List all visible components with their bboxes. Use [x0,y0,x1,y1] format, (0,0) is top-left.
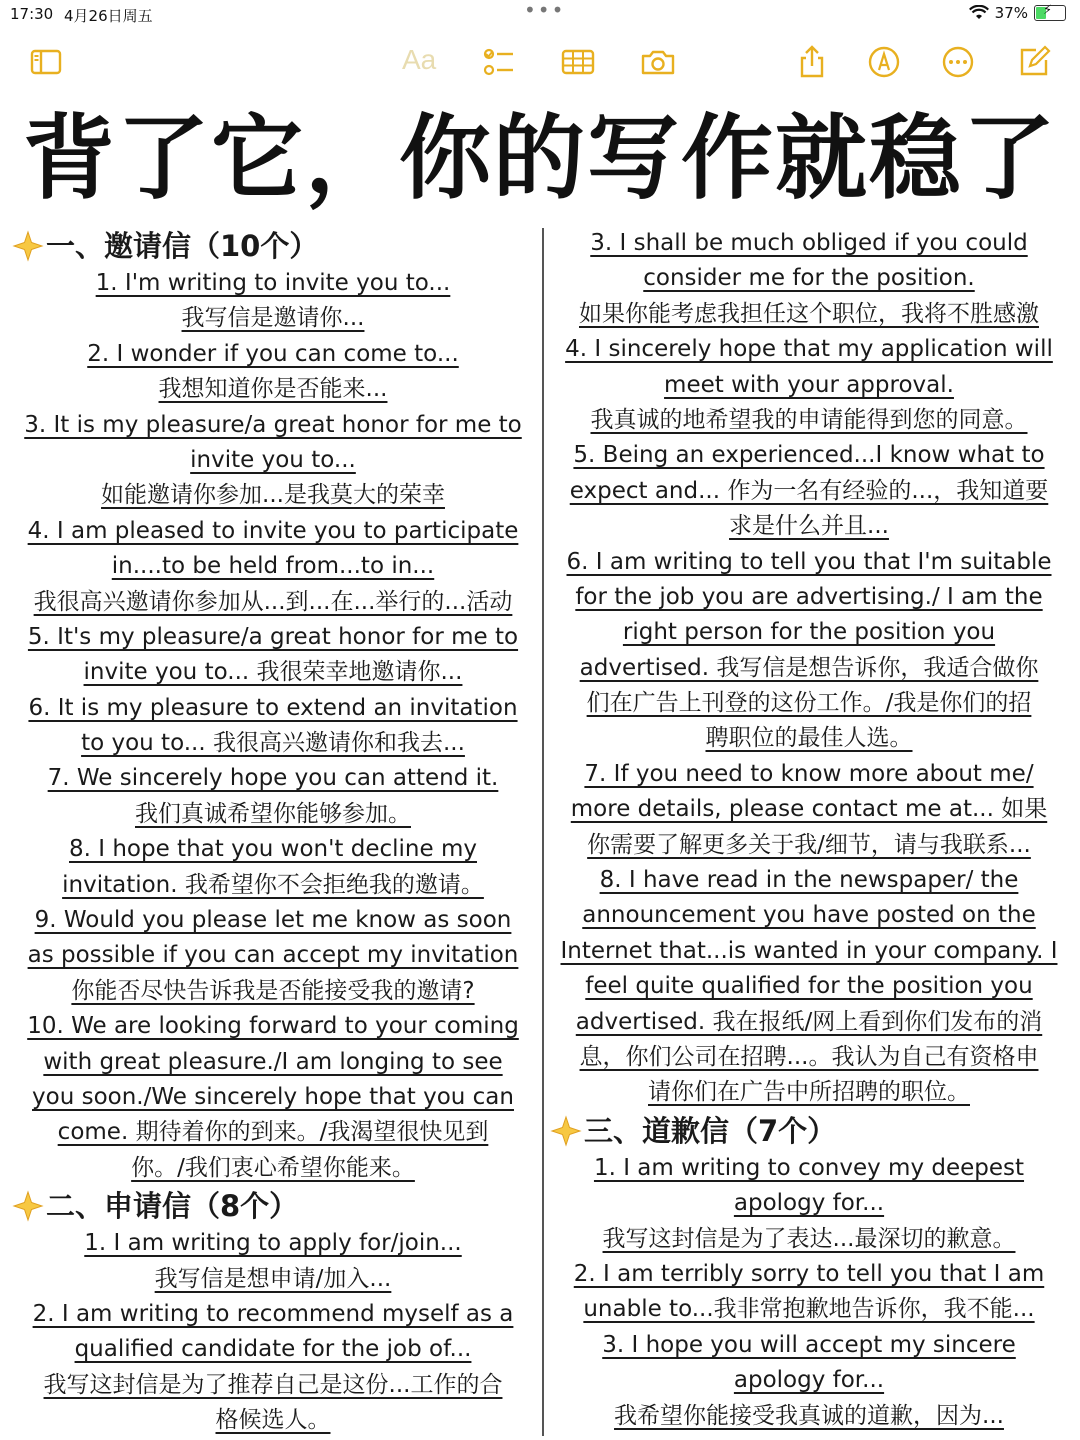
note-text-line-content: qualified candidate for the job of... [74,1336,472,1363]
note-text-line-content: 6. It is my pleasure to extend an invitation [28,694,518,721]
note-text-line-content: come. 期待着你的到来。/我渴望很快见到 [57,1119,489,1146]
note-text-line [12,549,534,584]
note-text-line [12,1151,534,1186]
note-text-line [550,615,1068,650]
note-text-line [550,1363,1068,1398]
note-text-line-content: expect and... 作为一名有经验的...，我知道要 [569,477,1049,504]
note-text-line-content: 你。/我们衷心希望你能来。 [131,1154,415,1181]
more-icon [940,44,976,80]
sidebar-toggle-button[interactable] [26,42,66,82]
note-text-line [12,1045,534,1080]
markup-icon [866,44,902,80]
note-text-line [550,226,1068,261]
note-text-line-content: you soon./We sincerely hope that you can [32,1083,514,1110]
multitasking-dots-icon[interactable]: ••• [524,0,566,22]
note-text-line [12,585,534,620]
note-text-line [12,1332,534,1367]
note-right-column[interactable] [550,226,1068,1434]
note-text-line [12,1368,534,1403]
note-text-line [550,403,1068,438]
note-text-line-content: 1. I'm writing to invite you to... [95,270,451,296]
note-text-line [550,509,1068,544]
note-title[interactable]: 背了它，你的写作就稳了 [22,105,1057,212]
note-text-line-content: 我写这封信是为了推荐自己是这份...工作的合 [43,1371,503,1398]
note-text-line [550,1328,1068,1363]
note-text-line-content: advertised. 我在报纸/网上看到你们发布的消 [575,1008,1043,1035]
note-text-line [550,332,1068,367]
note-text-line-content: 5. Being an experienced...I know what to [573,442,1045,469]
note-text-line [550,580,1068,615]
note-text-line [12,832,534,867]
share-icon [794,44,830,80]
note-text-line-content: 2. I am terribly sorry to tell you that I am [573,1260,1045,1287]
note-text-line [12,1009,534,1044]
note-text-line [12,761,534,796]
note-text-line [550,828,1068,863]
note-text-line-content: consider me for the position. [643,265,975,292]
note-text-line [550,1292,1068,1327]
table-button[interactable] [558,42,598,82]
column-divider [542,228,544,1436]
note-text-line-content: 聘职位的最佳人选。 [705,725,913,752]
note-text-line-content: 8. I have read in the newspaper/ the [599,867,1019,894]
note-text-line [550,686,1068,721]
note-text-line-content: 6. I am writing to tell you that I'm suitable [566,548,1052,575]
note-text-line [12,1226,534,1261]
section-heading-text: 二、申请信（8个） [46,1189,299,1224]
section-heading [12,1186,534,1226]
note-text-line [12,372,534,407]
note-text-line [550,1040,1068,1075]
note-text-line [550,545,1068,580]
note-text-line [550,757,1068,792]
note-text-line-content: 3. I shall be much obliged if you could [590,230,1028,256]
note-text-line-content: 4. I am pleased to invite you to participate [27,517,519,544]
note-text-line [12,301,534,336]
note-text-line [550,721,1068,756]
note-text-line [12,691,534,726]
section-heading [12,226,534,266]
note-text-line [550,1186,1068,1221]
note-text-line-content: 请你们在广告中所招聘的职位。 [648,1079,970,1106]
note-text-line-content: for the job you are advertising./ I am the [575,583,1043,610]
section-heading-text: 一、邀请信（10个） [46,229,319,263]
note-text-line-content: 2. I wonder if you can come to... [87,340,459,367]
note-text-line-content: 格候选人。 [215,1407,331,1434]
note-text-line-content: 我写这封信是为了表达...最深切的歉意。 [602,1225,1016,1252]
sidebar-icon [28,44,64,80]
note-text-line-content: 息，你们公司在招聘...。我认为自己有资格申 [579,1043,1039,1070]
sparkle-star-icon [12,230,44,262]
note-text-line-content: 求是什么并且... [729,513,889,540]
note-text-line [550,792,1068,827]
note-text-line [12,620,534,655]
note-text-line-content: 你能否尽快告诉我是否能接受我的邀请? [71,977,475,1004]
note-text-line [12,337,534,372]
note-text-line [12,266,534,301]
wifi-icon [969,5,989,21]
note-left-column[interactable] [12,226,534,1439]
section-heading [550,1111,1068,1151]
note-text-line-content: 我写信是邀请你... [181,305,365,332]
status-date: 4月26日周五 [64,7,153,25]
share-button[interactable] [792,42,832,82]
note-text-line-content: 3. I hope you will accept my sincere [602,1331,1016,1358]
note-text-line [12,903,534,938]
sparkle-star-icon [12,1190,44,1222]
note-text-line-content: in....to be held from...to in... [111,553,435,580]
note-text-line-content: 们在广告上刊登的这份工作。/我是你们的招 [586,690,1032,717]
more-button[interactable] [938,42,978,82]
note-text-line [12,1262,534,1297]
camera-button[interactable] [638,42,678,82]
checklist-icon [480,44,516,80]
notes-toolbar [0,36,1080,86]
note-text-line [550,1257,1068,1292]
note-text-line-content: 我希望你能接受我真诚的道歉，因为... [614,1402,1004,1429]
note-text-line-content: announcement you have posted on the [582,902,1036,929]
status-time: 17:30 [10,5,54,23]
note-text-line [550,1005,1068,1040]
note-text-line [12,1115,534,1150]
note-text-line [12,1080,534,1115]
status-bar [0,0,1080,28]
note-text-line-content: invitation. 我希望你不会拒绝我的邀请。 [62,871,484,898]
note-text-line [550,1222,1068,1257]
note-text-line-content: 我想知道你是否能来... [158,376,388,403]
note-text-line-content: 9. Would you please let me know as soon [34,907,512,934]
format-text-button[interactable]: Aa [402,44,437,75]
note-text-line-content: Internet that...is wanted in your company. I [560,937,1058,964]
note-text-line [550,1075,1068,1110]
note-text-line-content: invite you to... 我很荣幸地邀请你... [83,659,463,686]
note-text-line [550,438,1068,473]
battery-icon [1034,5,1066,21]
section-heading-text: 三、道歉信（7个） [584,1113,837,1148]
note-text-line-content: unable to...我非常抱歉地告诉你，我不能... [583,1296,1035,1323]
note-text-line-content: 5. It's my pleasure/a great honor for me to [27,623,519,650]
note-text-line [12,868,534,903]
note-text-line [550,1151,1068,1186]
note-text-line-content: 3. It is my pleasure/a great honor for me to [24,411,522,438]
note-text-line-content: 如能邀请你参加...是我莫大的荣幸 [101,482,445,509]
note-text-line-content: to you to... 我很高兴邀请你和我去... [81,730,465,757]
checklist-button[interactable] [478,42,518,82]
note-text-line [550,1399,1068,1434]
note-text-line [12,408,534,443]
note-text-line [550,261,1068,296]
note-text-line [550,969,1068,1004]
note-text-line-content: with great pleasure./I am longing to see [43,1048,503,1075]
note-text-line [12,443,534,478]
note-text-line-content: 8. I hope that you won't decline my [69,836,477,863]
note-text-line [12,514,534,549]
note-text-line [12,938,534,973]
note-text-line-content: 1. I am writing to convey my deepest [593,1154,1025,1181]
note-text-line [12,1297,534,1332]
note-text-line-content: 1. I am writing to apply for/join... [84,1230,462,1257]
note-text-line-content: 你需要了解更多关于我/细节，请与我联系... [587,831,1031,858]
table-icon [560,44,596,80]
note-text-line-content: meet with your approval. [664,371,954,398]
note-text-line-content: 4. I sincerely hope that my application will [565,336,1053,363]
note-text-line-content: invite you to... [190,446,356,473]
note-text-line [12,478,534,513]
note-text-line [550,368,1068,403]
camera-icon [640,44,676,80]
sparkle-star-icon [550,1115,582,1147]
note-text-line [550,297,1068,332]
note-text-line-content: apology for... [733,1367,885,1394]
compose-button[interactable] [1014,42,1054,82]
charging-bolt-icon: ⚡ [1043,3,1053,18]
note-text-line-content: as possible if you can accept my invitation [27,942,519,969]
note-text-line-content: apology for... [733,1190,885,1217]
note-text-line-content: 我很高兴邀请你参加从...到...在...举行的...活动 [33,588,513,615]
compose-icon [1016,44,1052,80]
note-text-line-content: 7. We sincerely hope you can attend it. [47,765,499,792]
note-text-line [12,726,534,761]
note-text-line [12,797,534,832]
note-text-line-content: feel quite qualified for the position you [585,973,1033,1000]
note-text-line-content: 7. If you need to know more about me/ [584,760,1034,787]
note-text-line-content: 我写信是想申请/加入... [154,1265,392,1292]
note-text-line-content: 2. I am writing to recommend myself as a [32,1300,514,1327]
note-text-line [550,651,1068,686]
note-text-line-content: right person for the position you [622,619,996,646]
markup-button[interactable] [864,42,904,82]
note-text-line [12,655,534,690]
note-text-line-content: 如果你能考虑我担任这个职位，我将不胜感激 [579,300,1039,327]
note-text-line-content: more details, please contact me at... 如果 [570,796,1048,823]
note-text-line [550,898,1068,933]
note-text-line [12,974,534,1009]
note-text-line-content: advertised. 我写信是想告诉你，我适合做你 [579,654,1039,681]
status-right [969,4,1066,22]
note-text-line-content: 我们真诚希望你能够参加。 [135,800,411,827]
note-text-line [12,1403,534,1438]
note-text-line-content: 我真诚的地希望我的申请能得到您的同意。 [590,406,1028,433]
note-text-line [550,934,1068,969]
note-text-line [550,474,1068,509]
note-text-line [550,863,1068,898]
note-text-line-content: 10. We are looking forward to your coming [27,1013,519,1040]
battery-percent: 37% [994,4,1028,22]
